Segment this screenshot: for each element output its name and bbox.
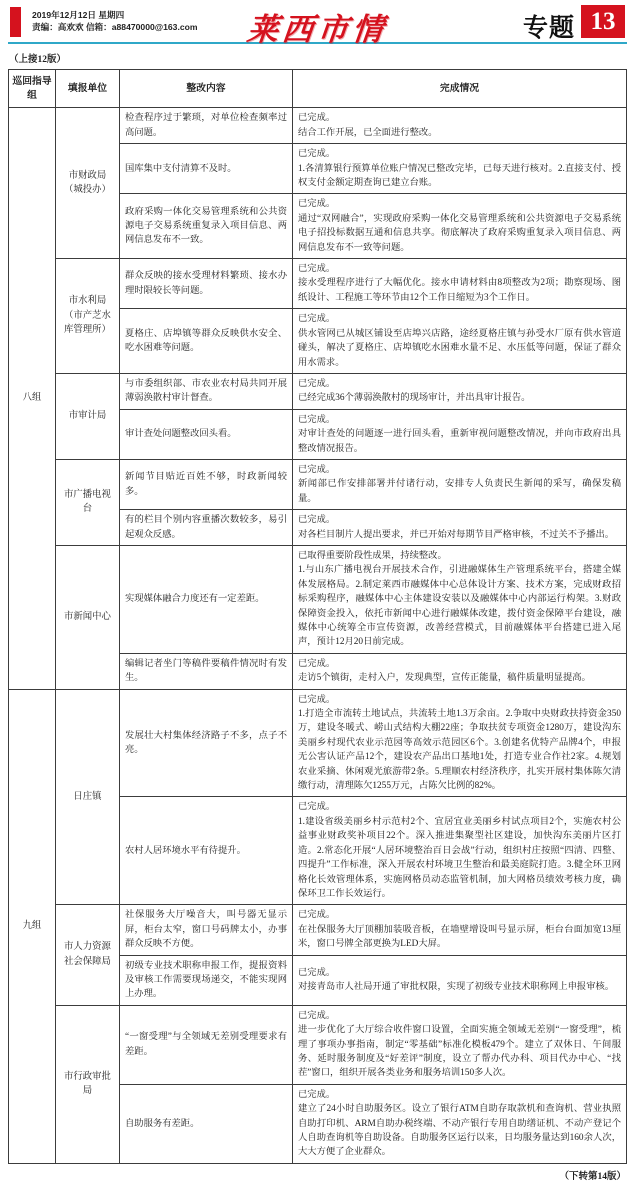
status-detail: 建立了24小时自助服务区。设立了银行ATM自助存取款机和查询机、营业执照自助打印机、ARM自助办税终端、不动产银行专用自助缮证机、不动产登记个人自助查询机等自助设备。自助服务区运行以来，日均服务量达到160余人次，大大方便了企业群众。: [298, 1104, 621, 1158]
status-cell: [293, 144, 627, 194]
issue-cell: 审计查处问题整改回头看。: [120, 409, 293, 459]
table-row: [9, 1005, 627, 1084]
status-detail: 对各栏目制片人提出要求，并已开始对每期节目严格审核，不过关不予播出。: [298, 529, 615, 540]
status-cell: [293, 1084, 627, 1163]
status-head: 已完成。: [298, 515, 336, 526]
status-detail: 对接青岛市人社局开通了审批权限，实现了初级专业技术职称网上申报审核。: [298, 982, 615, 993]
status-head: 已完成。: [298, 414, 336, 425]
issue-cell: 实现媒体融合力度还有一定差距。: [120, 545, 293, 653]
table-row: [9, 689, 627, 797]
status-detail: 结合工作开展，已全面进行整改。: [298, 127, 438, 138]
section-label: 专题: [522, 15, 575, 42]
issue-cell: 社保服务大厅噪音大，叫号器无显示屏，柜台太窄，窗口号码牌太小，办事群众反映不方便。: [120, 905, 293, 955]
status-cell: [293, 797, 627, 905]
status-detail: 1.建设省级美丽乡村示范村2个、宜居宜业美丽乡村试点项目2个，实施农村公益事业财政奖补项目22个。深入推进集聚型社区建设，加快沟东美丽片区打造。2.常态化开展“人居环境整治百日会战”行动，组织村庄按照“四清、四整、四提升”工作标准，深入开展农村环境卫生整治和最美庭院打造。3.健全环卫网格化长效管理体系，实施网格员动态监管机制，加大网格员绩效考核力度，确保环卫工作长效运行。: [298, 816, 621, 899]
status-cell: [293, 309, 627, 374]
status-head: 已完成。: [298, 1010, 336, 1021]
status-detail: 在社保服务大厅顶棚加装吸音板，在墙壁增设叫号显示屏，柜台台面加宽13厘米，窗口号牌全部更换为LED大屏。: [298, 924, 621, 950]
status-cell: [293, 409, 627, 459]
status-cell: [293, 373, 627, 409]
page-header: [8, 3, 627, 47]
header-unit-column: 填报单位: [56, 70, 120, 108]
issue-cell: 自助服务有差距。: [120, 1084, 293, 1163]
rectification-table: [8, 69, 627, 1164]
status-detail: 供水管网已从城区铺设至店埠兴店路，途经夏格庄镇与孙受水厂原有供水管道碰头，解决了夏格庄、店埠镇吃水困难水量不足、水压低等问题，保证了群众用水需求。: [298, 328, 621, 368]
issue-cell: 政府采购一体化交易管理系统和公共资源电子交易系统重复录入项目信息、两网信息发布不一致。: [120, 194, 293, 259]
issue-cell: 农村人居环境水平有待提升。: [120, 797, 293, 905]
status-cell: [293, 108, 627, 144]
date-line: 2019年12月12日 星期四: [32, 10, 125, 20]
status-detail: 接水受理程序进行了大幅优化。接水申请材料由8项整改为2项；勘察现场、图纸设计、工程施工等环节由12个工作日缩短为3个工作日。: [298, 278, 621, 303]
table-row: [9, 905, 627, 955]
status-head: 已完成。: [298, 1089, 336, 1100]
table-row: [9, 108, 627, 144]
page-number-badge: 13: [581, 5, 625, 38]
status-cell: [293, 1005, 627, 1084]
status-cell: [293, 905, 627, 955]
issue-cell: 有的栏目个别内容重播次数较多，易引起观众反感。: [120, 510, 293, 546]
status-head: 已完成。: [298, 658, 336, 669]
status-cell: [293, 194, 627, 259]
status-head: 已完成。: [298, 113, 336, 124]
unit-cell: 市财政局（城投办）: [56, 108, 120, 259]
editor-line: 责编：高欢欢 信箱：a88470000@163.com: [32, 22, 198, 33]
status-head: 已完成。: [298, 149, 336, 160]
issue-cell: 群众反映的接水受理材料繁琐、接水办理时限较长等问题。: [120, 259, 293, 309]
table-row: [9, 373, 627, 409]
unit-cell: 市审计局: [56, 373, 120, 459]
status-head: 已完成。: [298, 802, 336, 813]
status-detail: 1.打造全市流转土地试点，共流转土地1.3万余亩。2.争取中央财政扶持资金350万，建设冬暖式、崂山式结构大棚22座；争取扶贫专项资金1280万，建设沟东美丽乡村现代农业示范园等高效示范园区6个。3.创建名优特产品牌4个，申报无公害认证产品12个，建设农产品出口基地1处，打造专业合作社2家。4.规划农业采摘、休闲观光旅游带2条。5.理顺农村经济秩序，扎实开展村集体陈欠清缴行动，清理陈欠1255万元，占陈欠比例的82%。: [298, 709, 621, 792]
status-detail: 新闻部已作安排部署并付诸行动，安排专人负责民生新闻的采写，确保发稿量。: [298, 479, 621, 504]
table-row: [9, 459, 627, 509]
unit-cell: 市广播电视台: [56, 459, 120, 545]
status-head: 已完成。: [298, 967, 336, 978]
status-head: 已完成。: [298, 910, 336, 921]
status-detail: 已经完成36个薄弱涣散村的现场审计，并出具审计报告。: [298, 393, 531, 404]
status-head: 已完成。: [298, 314, 336, 325]
issue-cell: “一窗受理”与全领域无差别受理要求有差距。: [120, 1005, 293, 1084]
status-detail: 对审计查处的问题逐一进行回头看，重新审视问题整改情况，并向市政府出具整改情况报告。: [298, 429, 621, 454]
issue-cell: 新闻节目贴近百姓不够，时政新闻较多。: [120, 459, 293, 509]
unit-cell: 市行政审批局: [56, 1005, 120, 1163]
group-cell: 九组: [9, 689, 56, 1163]
status-cell: [293, 955, 627, 1005]
group-cell: 八组: [9, 108, 56, 689]
status-cell: [293, 259, 627, 309]
table-row: [9, 259, 627, 309]
status-detail: 走访5个镇街，走村入户，发现典型，宣传正能量，稿件质量明显提高。: [298, 673, 591, 684]
issue-cell: 发展壮大村集体经济路子不多，点子不亮。: [120, 689, 293, 797]
unit-cell: 市新闻中心: [56, 545, 120, 689]
issue-cell: 初级专业技术职称申报工作，提报资料及审核工作需要现场递交，不能实现网上办理。: [120, 955, 293, 1005]
status-head: 已取得重要阶段性成果，持续整改。: [298, 550, 447, 561]
header-status-column: 完成情况: [293, 70, 627, 108]
status-head: 已完成。: [298, 694, 336, 705]
issue-cell: 夏格庄、店埠镇等群众反映供水安全、吃水困难等问题。: [120, 309, 293, 374]
header-group-column: 巡回指导组: [9, 70, 56, 108]
status-cell: [293, 653, 627, 689]
status-detail: 进一步优化了大厅综合收件窗口设置，全面实施全领域无差别“一窗受理”，梳理了事项办事指南，制定“零基础”标准化模板479个。建立了双休日、午间服务、延时服务制度及“好差评”制度，设立了帮办代办科、项目代办中心、“找茬”窗口，组织开展各类业务和服务培训150多人次。: [298, 1025, 621, 1079]
status-cell: [293, 689, 627, 797]
unit-cell: 市水利局（市产芝水库管理所）: [56, 259, 120, 374]
table-header-row: [9, 70, 627, 108]
status-cell: [293, 545, 627, 653]
status-detail: 1.各清算银行预算单位账户情况已整改完毕，已每天进行核对。2.直接支付、授权支付金额定期查询已建立台账。: [298, 163, 621, 189]
status-detail: 通过“双网融合”，实现政府采购一体化交易管理系统和公共资源电子交易系统电子招投标数据互通和信息共享。彻底解决了政府采购重复录入项目信息、两网信息发布不一致等问题。: [298, 213, 621, 253]
status-head: 已完成。: [298, 378, 336, 389]
continued-from-note: （上接12版）: [9, 55, 67, 65]
status-cell: [293, 510, 627, 546]
masthead-title: 莱西市情: [245, 12, 390, 47]
issue-cell: 检查程序过于繁琐，对单位检查频率过高问题。: [120, 108, 293, 144]
continued-to-note: （下转第14版）: [559, 1171, 626, 1182]
header-issue-column: 整改内容: [120, 70, 293, 108]
issue-cell: 编辑记者坐门等稿件要稿件情况时有发生。: [120, 653, 293, 689]
status-cell: [293, 459, 627, 509]
status-detail: 1.与山东广播电视台开展技术合作，引进融媒体生产管理系统平台，搭建全媒体发展格局。2.制定莱西市融媒体中心总体设计方案、技术方案，完成财政招标采购程序，融媒体中心主体建设安装以及融媒体中心内部运行构架。3.财政保障资金投入，依托市新闻中心进行融媒体改建，拨付资金保障平台建设，融媒体中心统筹全市宣传资源，改善经营模式，目前融媒体平台搭建已进入尾声，预计12月20日前完成。: [298, 565, 621, 648]
table-row: [9, 545, 627, 653]
issue-cell: 国库集中支付清算不及时。: [120, 144, 293, 194]
unit-cell: 市人力资源社会保障局: [56, 905, 120, 1005]
unit-cell: 日庄镇: [56, 689, 120, 905]
issue-cell: 与市委组织部、市农业农村局共同开展薄弱涣散村审计督查。: [120, 373, 293, 409]
status-head: 已完成。: [298, 464, 336, 475]
status-head: 已完成。: [298, 199, 336, 210]
status-head: 已完成。: [298, 264, 336, 275]
